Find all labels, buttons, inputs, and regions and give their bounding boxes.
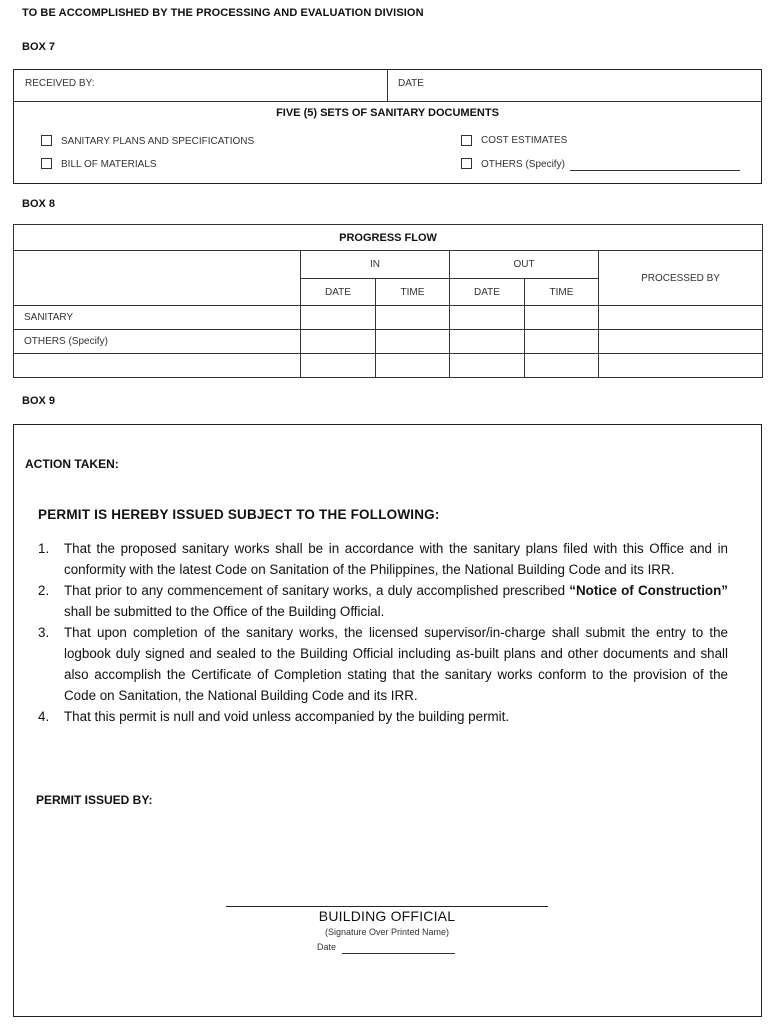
out-header: OUT [450,251,599,279]
sanitary-plans-checkbox[interactable] [41,135,52,146]
row-label-others: OTHERS (Specify) [14,330,301,354]
progress-flow-table [13,224,763,378]
processed-by-cell[interactable] [599,330,763,354]
in-date-cell[interactable] [301,354,376,378]
received-by-label: RECEIVED BY: [25,78,95,89]
box8-label: BOX 8 [22,198,56,210]
list-item [38,580,728,622]
list-item [38,622,728,706]
out-time-cell[interactable] [525,306,599,330]
out-time-cell[interactable] [525,354,599,378]
permit-conditions-heading: PERMIT IS HEREBY ISSUED SUBJECT TO THE FOLLOWING: [38,507,440,522]
permit-conditions-list [38,538,728,727]
table-row [14,330,763,354]
box7-column-divider [387,70,388,101]
in-date-cell[interactable] [301,330,376,354]
permit-issued-by-label: PERMIT ISSUED BY: [36,793,153,807]
out-date-cell[interactable] [450,330,525,354]
condition-number: 4. [38,709,50,724]
signature-date-label: Date [317,942,337,952]
condition-text: That this permit is null and void unless accompanied by the building permit. [64,709,510,724]
condition-number: 2. [38,583,50,598]
table-row [14,306,763,330]
out-time-cell[interactable] [525,330,599,354]
box9-frame [13,424,762,1017]
signature-date-line[interactable] [342,953,455,954]
others-checkbox[interactable] [461,158,472,169]
condition-number: 3. [38,625,50,640]
condition-number: 1. [38,541,50,556]
signature-note: (Signature Over Printed Name) [324,927,450,937]
in-time-cell[interactable] [376,306,450,330]
condition-text: That upon completion of the sanitary works, the licensed supervisor/in-charge shall submit the entry to the logbook duly signed and sealed to the Building Official including as-built plans and other documents and shall also accomplish the Certificate of Completion stating that the sanitary works conform to the provision of the Code on Sanitation, the National Building Code and its IRR. [64,625,728,703]
signature-line[interactable] [226,906,548,907]
out-date-header: DATE [450,279,525,306]
box7-label: BOX 7 [22,41,56,53]
sanitary-documents-title: FIVE (5) SETS OF SANITARY DOCUMENTS [276,107,499,119]
sanitary-plans-label: SANITARY PLANS AND SPECIFICATIONS [61,136,255,147]
building-official-title: BUILDING OFFICIAL [318,908,456,924]
bill-of-materials-label: BILL OF MATERIALS [61,159,157,170]
processed-by-cell[interactable] [599,306,763,330]
out-time-header: TIME [525,279,599,306]
action-taken-label: ACTION TAKEN: [25,457,119,471]
row-label-sanitary: SANITARY [14,306,301,330]
condition-text: That prior to any commencement of sanitary works, a duly accomplished prescribed [64,583,570,598]
bill-of-materials-checkbox[interactable] [41,158,52,169]
box7-divider [14,101,761,102]
box7-frame [13,69,762,184]
in-time-cell[interactable] [376,354,450,378]
in-date-cell[interactable] [301,306,376,330]
in-date-header: DATE [301,279,376,306]
in-time-cell[interactable] [376,330,450,354]
in-header: IN [301,251,450,279]
cost-estimates-checkbox[interactable] [461,135,472,146]
form-section-header: TO BE ACCOMPLISHED BY THE PROCESSING AND EVALUATION DIVISION [22,7,424,19]
processed-by-cell[interactable] [599,354,763,378]
notice-of-construction-text: “Notice of Construction” [569,583,728,598]
progress-flow-blank-header [14,251,301,306]
progress-flow-title: PROGRESS FLOW [14,225,763,251]
condition-text: That the proposed sanitary works shall be in accordance with the sanitary plans filed with this Office and in conformity with the latest Code on Sanitation of the Philippines, the National Building Code and its IRR. [64,541,728,577]
out-date-cell[interactable] [450,306,525,330]
table-row [14,354,763,378]
others-label: OTHERS (Specify) [481,159,565,170]
others-specify-line[interactable] [570,170,740,171]
out-date-cell[interactable] [450,354,525,378]
processed-by-header: PROCESSED BY [599,251,763,306]
row-label-blank[interactable] [14,354,301,378]
box9-label: BOX 9 [22,395,56,407]
list-item [38,706,728,727]
condition-text-continued: shall be submitted to the Office of the Building Official. [64,604,385,619]
list-item [38,538,728,580]
in-time-header: TIME [376,279,450,306]
date-label: DATE [398,78,424,89]
cost-estimates-label: COST ESTIMATES [481,135,568,146]
